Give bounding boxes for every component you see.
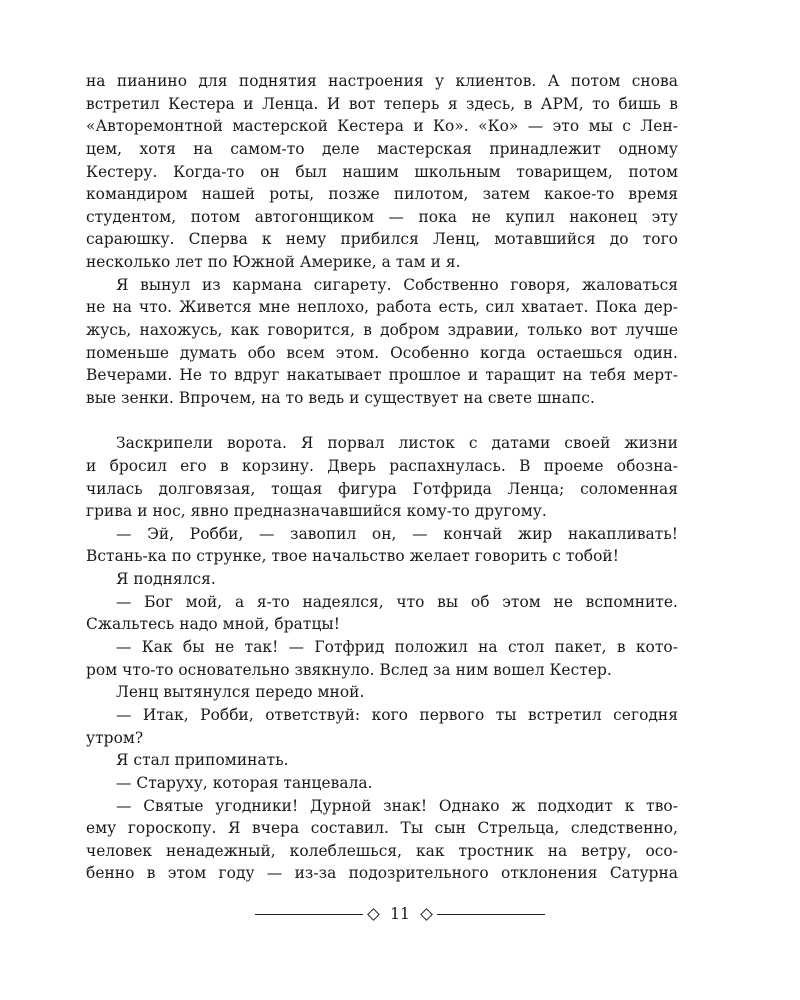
text-line: — Святые угодники! Дурной знак! Однако ж подходит к тво-: [116, 796, 678, 815]
text-line: сараюшку. Сперва к нему прибился Ленц, мотавшийся до того: [86, 230, 678, 249]
text-line: Заскрипели ворота. Я порвал листок с датами своей жизни: [116, 434, 678, 453]
paragraph: [86, 636, 678, 681]
text-line: — Бог мой, а я-то надеялся, что вы об этом не вспомните.: [116, 592, 678, 611]
paragraph: [86, 704, 678, 749]
text-line: вые зенки. Впрочем, на то ведь и существует на свете шнапс.: [86, 388, 595, 407]
text-line: Вечерами. Не то вдруг накатывает прошлое и таращит на тебя мерт-: [86, 366, 678, 385]
text-line: — Как бы не так! — Готфрид положил на стол пакет, в кото-: [116, 638, 678, 657]
text-line: человек ненадежный, колеблешься, как тростник на ветру, осо-: [86, 841, 678, 860]
text-line: командиром нашей роты, позже пилотом, затем какое-то время: [86, 185, 678, 204]
paragraph: [86, 772, 678, 795]
text-line: бенно в этом году — из-за подозрительного отклонения Сатурна: [86, 864, 678, 883]
text-line: Сжальтесь надо мной, братцы!: [86, 615, 340, 634]
page-body: [86, 70, 678, 885]
text-line: Я поднялся.: [116, 570, 216, 589]
page-folio: [0, 902, 800, 926]
text-line: — Старуху, которая танцевала.: [116, 773, 373, 792]
folio-right-diamond-icon: [420, 908, 433, 921]
paragraph: [86, 523, 678, 568]
text-line: «Авторемонтной мастерской Кестера и Ко». «Ко» — это мы с Лен-: [86, 117, 678, 136]
section-break: [86, 410, 678, 433]
text-line: поменьше думать обо всем этом. Особенно когда остаешься один.: [86, 343, 678, 362]
page-number: 11: [390, 905, 410, 923]
text-line: Я вынул из кармана сигарету. Собственно говоря, жаловаться: [116, 275, 678, 294]
paragraph: [86, 432, 678, 523]
paragraph: [86, 681, 678, 704]
text-line: на пианино для поднятия настроения у клиентов. А потом снова: [86, 72, 678, 90]
paragraph: [86, 795, 678, 886]
paragraph: [86, 568, 678, 591]
text-line: чилась долговязая, тощая фигура Готфрида Ленца; соломенная: [86, 479, 678, 498]
text-line: Я стал припоминать.: [116, 751, 289, 770]
text-line: утром?: [86, 728, 144, 747]
text-line: жусь, нахожусь, как говорится, в добром здравии, только вот лучше: [86, 321, 678, 340]
text-line: грива и нос, явно предназначавшийся кому-то другому.: [86, 502, 547, 521]
text-line: студентом, потом автогонщиком — пока не купил наконец эту: [86, 207, 678, 226]
paragraph: [86, 749, 678, 772]
text-line: встретил Кестера и Ленца. И вот теперь я здесь, в АРМ, то бишь в: [86, 94, 678, 113]
text-line: Встань-ка по струнке, твое начальство желает говорить с тобой!: [86, 547, 619, 566]
paragraph: [86, 591, 678, 636]
text-line: Кестеру. Когда-то он был нашим школьным товарищем, потом: [86, 162, 678, 181]
text-line: — Эй, Робби, — завопил он, — кончай жир накапливать!: [116, 524, 678, 543]
folio-right-rule: [437, 914, 545, 915]
folio-left-diamond-icon: [367, 908, 380, 921]
text-line: цем, хотя на самом-то деле мастерская принадлежит одному: [86, 139, 678, 158]
text-line: — Итак, Робби, ответствуй: кого первого ты встретил сегодня: [116, 705, 678, 724]
text-line: не на что. Живется мне неплохо, работа есть, сил хватает. Пока дер-: [86, 298, 678, 317]
text-line: Ленц вытянулся передо мной.: [116, 683, 365, 702]
text-line: ему гороскопу. Я вчера составил. Ты сын Стрельца, следственно,: [86, 819, 678, 838]
folio-left-rule: [255, 914, 363, 915]
paragraph: [86, 274, 678, 410]
paragraph: [86, 70, 678, 274]
text-line: несколько лет по Южной Америке, а там и я.: [86, 253, 461, 272]
text-line: и бросил его в корзину. Дверь распахнулась. В проеме обозна-: [86, 456, 678, 475]
text-line: ром что-то основательно звякнуло. Вслед за ним вошел Кестер.: [86, 660, 612, 679]
